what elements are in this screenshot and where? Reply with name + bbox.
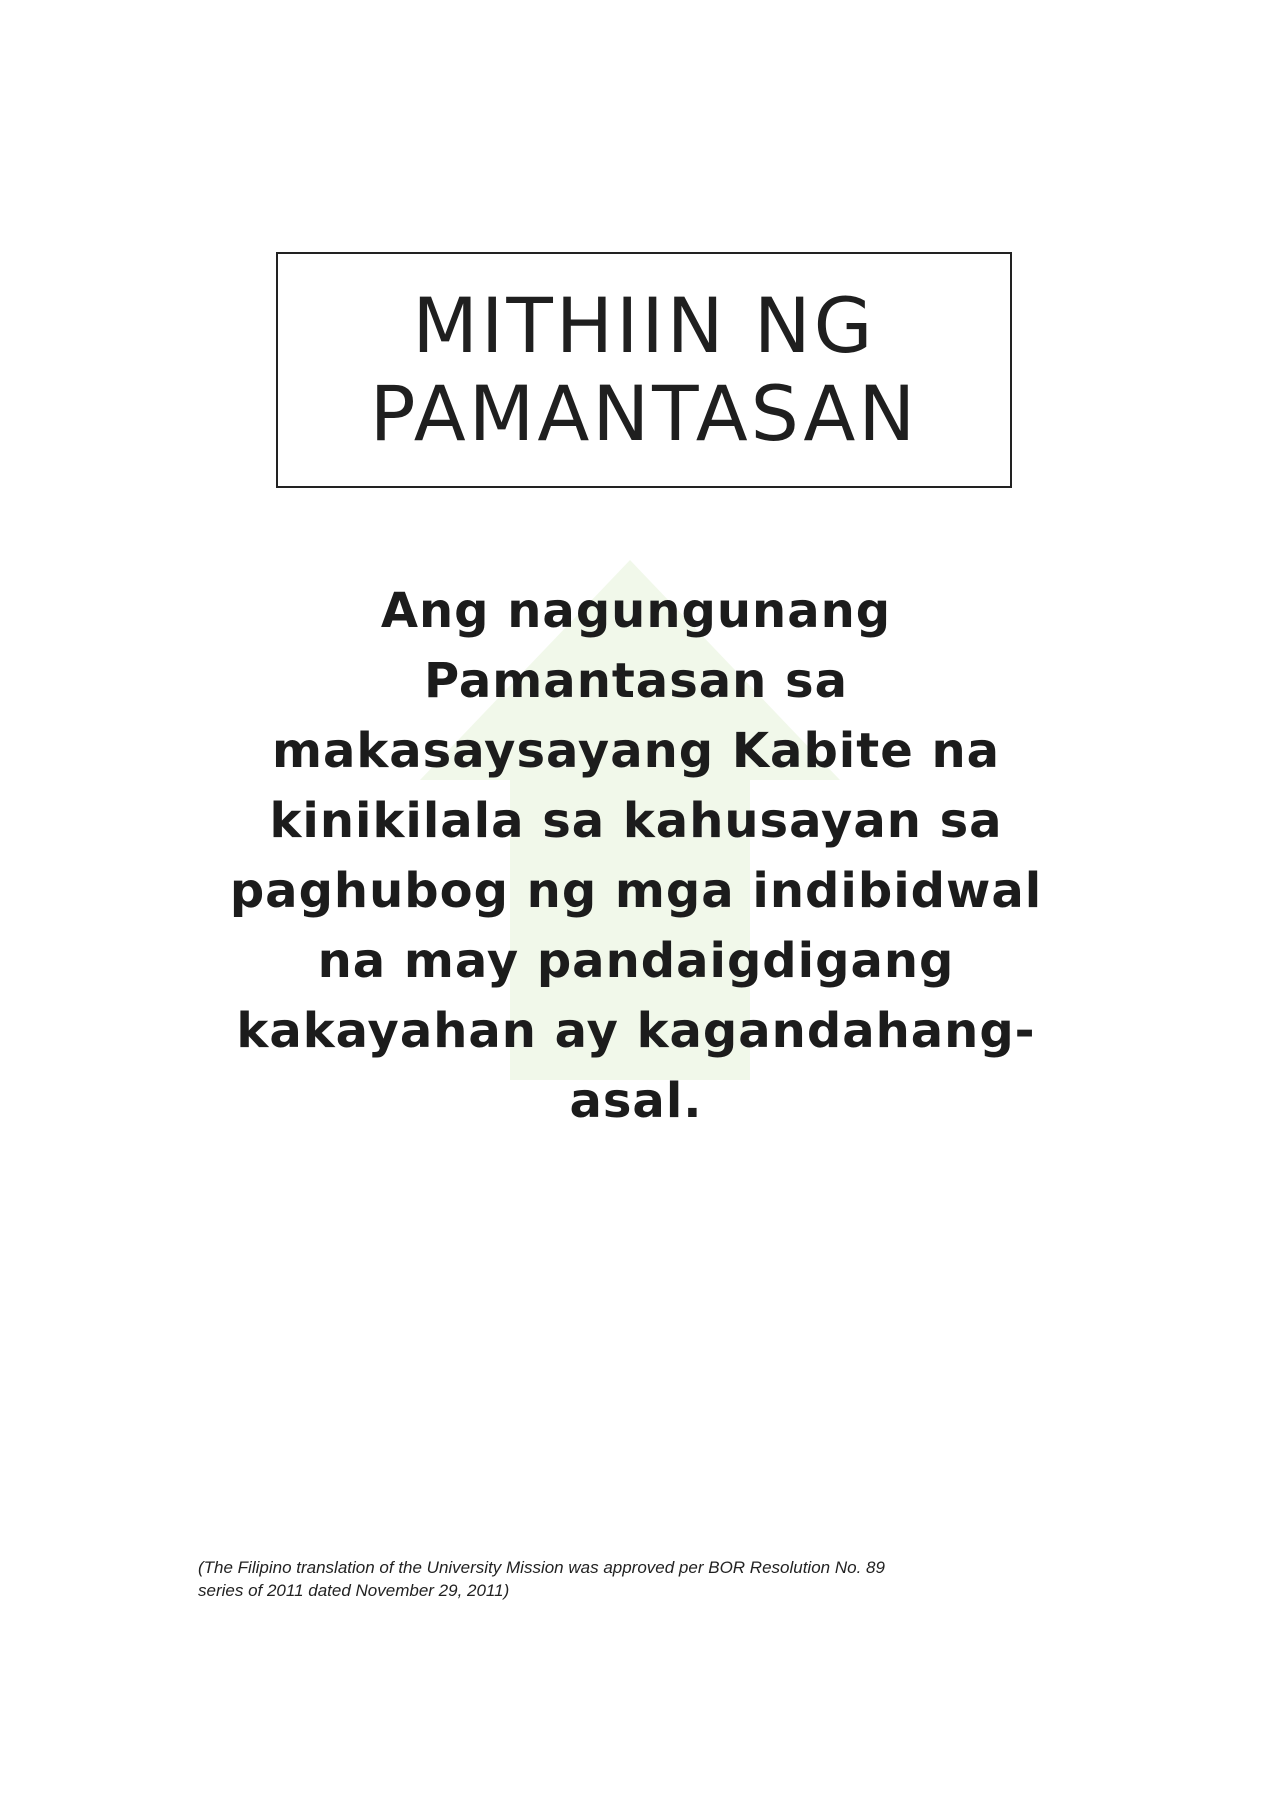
footnote [198,1556,1078,1602]
mission-statement [176,576,1096,1136]
title-box [276,252,1012,488]
footnote-line-2: series of 2011 dated November 29, 2011) [198,1581,510,1600]
mission-line-4: kinikilala sa kahusayan sa [269,793,1003,849]
mission-line-7: kakayahan ay kagandahang- [236,1003,1036,1059]
mission-line-3: makasaysayang Kabite na [271,723,1001,779]
footnote-line-1: (The Filipino translation of the University Mission was approved per BOR Resolution No. 89 [198,1558,885,1577]
mission-line-1: Ang nagungunang [380,583,892,639]
mission-line-6: na may pandaigdigang [317,933,955,989]
mission-line-8: asal. [569,1073,703,1129]
mission-line-5: paghubog ng mga indibidwal [229,863,1043,919]
title-line-2: PAMANTASAN [369,369,919,458]
mission-line-2: Pamantasan sa [424,653,848,709]
title-line-1: MITHIIN NG [412,281,876,370]
